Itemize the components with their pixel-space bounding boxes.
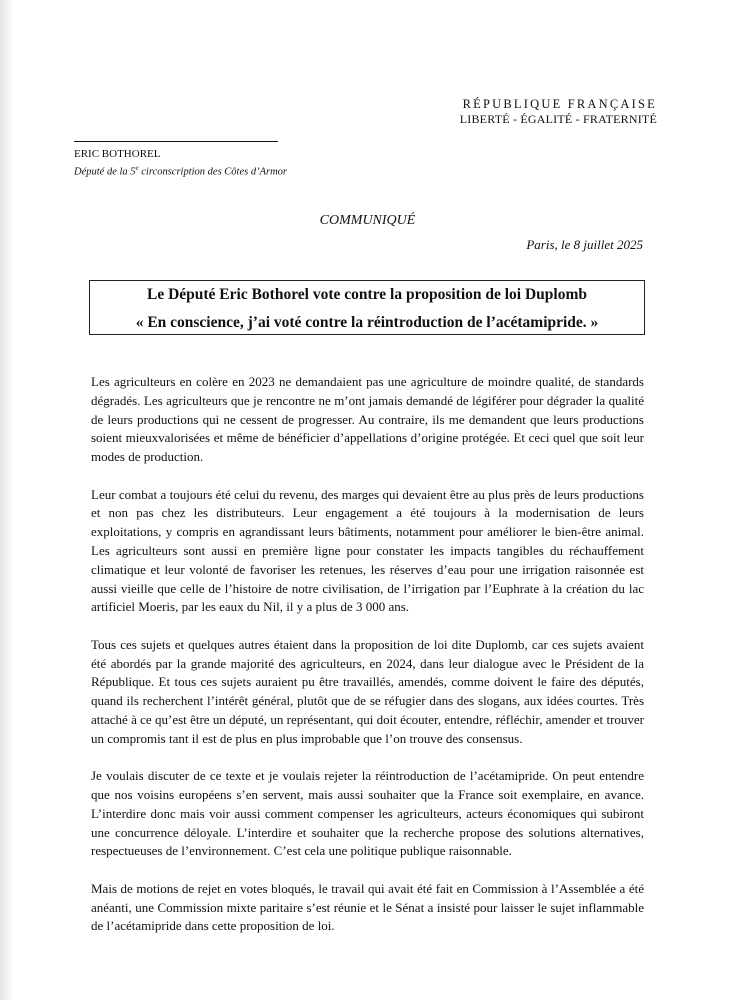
republic-motto: LIBERTÉ - ÉGALITÉ - FRATERNITÉ (459, 112, 657, 126)
document-type (0, 213, 735, 229)
republic-name: RÉPUBLIQUE FRANÇAISE (462, 97, 657, 111)
paragraph: Leur combat a toujours été celui du revenu, des marges qui devaient être au plus près de leurs productions et non pas chez les distributeurs. Leur engagement a été toujours à la modernisation de leurs exploitations, y compris en agrandissant leurs bâtiments, notamment pour améliorer le bien-être animal. Les agriculteurs sont aussi en première ligne pour constater les impacts tangibles du réchauffement climatique et leur volonté de favoriser les retenues, les réserves d’eau pour une irrigation raisonnée est aussi vieille que celle de l’histoire de notre civilisation, de l’irrigation par l’Euphrate à la création du lac artificiel Moeris, par les eaux du Nil, il y a plus de 3 000 ans. (91, 486, 644, 615)
paragraph: Les agriculteurs en colère en 2023 ne demandaient pas une agriculture de moindre qualité, de standards dégradés. Les agriculteurs que je rencontre ne m’ont jamais demandé de légiférer pour dégrader la qualité de leurs productions qui ne cessent de progresser. Au contraire, ils me demandent que leurs productions soient mieuxvalorisées et même de bénéficier d’appellations d’origine protégée. Et ceci quel que soit leur modes de production. (91, 374, 644, 465)
dateline: Paris, le 8 juillet 2025 (526, 237, 643, 252)
title-line-1: Le Député Eric Bothorel vote contre la proposition de loi Duplomb (146, 286, 588, 303)
author-role-suffix: circonscription des Côtes d’Armor (138, 166, 287, 178)
author-divider (74, 141, 278, 142)
author-role-sup: e (135, 164, 139, 172)
paragraph: Je voulais discuter de ce texte et je voulais rejeter la réintroduction de l’acétamipride. On peut entendre que nos voisins européens s’en servent, mais aussi souhaiter que la France soit exemplaire, en avance. L’interdire donc mais voir aussi comment compenser les agriculteurs, acteurs économiques qui subiront une concurrence déloyale. L’interdire et souhaiter que la recherche propose des solutions alternatives, respectueuses de l’environnement. C’est cela une politique publique raisonnable. (91, 768, 644, 859)
republic-header (460, 96, 657, 127)
body-text (91, 373, 644, 955)
author-block (74, 147, 287, 180)
author-role-prefix: Député de la 5 (74, 166, 136, 178)
document-type-label: COMMUNIQUÉ (319, 213, 416, 228)
page-edge-shadow (0, 0, 14, 1000)
author-name: ERIC BOTHOREL (74, 148, 161, 160)
paragraph: Tous ces sujets et quelques autres étaient dans la proposition de loi dite Duplomb, car ces sujets avaient été abordés par la grande majorité des agriculteurs, en 2024, dans leur dialogue avec le Président de la République. Et tous ces sujets auraient pu être travaillés, amendés, comme doivent le faire des députés, quand ils recherchent l’intérêt général, plutôt que de se réfugier dans des slogans, aux idées courtes. Très attaché à ce qu’est être un député, un représentant, qui doit écouter, entendre, réfléchir, amender et trouver un compromis tant il est de plus en plus improbable que l’on trouve des consensus. (91, 636, 644, 746)
title-line-2: « En conscience, j’ai voté contre la réintroduction de l’acétamipride. » (135, 314, 599, 331)
paragraph: Mais de motions de rejet en votes bloqués, le travail qui avait été fait en Commission à l’Assemblée a été anéanti, une Commission mixte paritaire s’est réunie et le Sénat a insisté pour laisser le sujet inflammable de l’acétamipride dans cette proposition de loi. (91, 880, 644, 934)
author-role (74, 161, 287, 180)
title-box (89, 280, 645, 335)
